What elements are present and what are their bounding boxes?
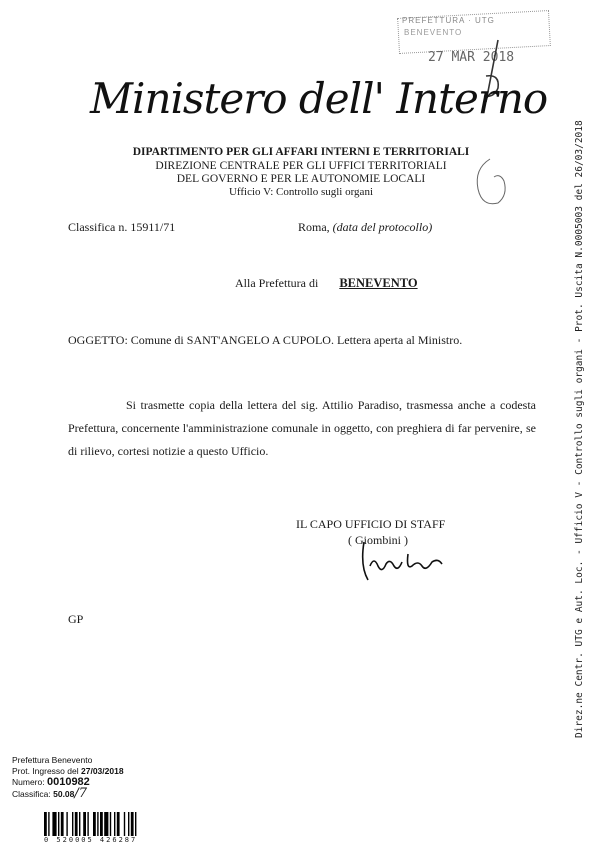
place-name: Roma, xyxy=(298,220,330,234)
receipt-classification xyxy=(12,788,124,800)
receipt-stamp xyxy=(12,755,124,800)
addressee-label: Alla Prefettura di xyxy=(235,276,319,290)
directorate-line-2: DEL GOVERNO E PER LE AUTONOMIE LOCALI xyxy=(176,173,426,185)
subject-line: OGGETTO: Comune di SANT'ANGELO A CUPOLO. Lettera aperta al Ministro. xyxy=(68,333,463,347)
ministry-masthead: Ministero dell' Interno xyxy=(90,74,548,123)
directorate-line-1: DIREZIONE CENTRALE PER GLI UFFICI TERRITORIALI xyxy=(155,160,447,172)
receipt-number xyxy=(12,777,124,788)
barcode-digits: 0 520005 426287 xyxy=(44,836,138,844)
letter-body: Si trasmette copia della lettera del sig. Attilio Paradiso, trasmessa anche a codesta Prefettura, concernente l'amministrazione comunale in oggetto, con preghiera di far pervenire, se di rilievo, cortesi notizie a questo Ufficio. xyxy=(68,398,536,458)
receipt-office: Prefettura Benevento xyxy=(12,755,93,765)
barcode xyxy=(44,812,192,836)
department-heading: DIPARTIMENTO PER GLI AFFARI INTERNI E TERRITORIALI xyxy=(132,146,470,158)
handwritten-signature xyxy=(356,536,446,586)
classification-number: Classifica n. 15911/71 xyxy=(68,220,176,234)
signer-name: ( Giombini ) xyxy=(348,533,408,547)
addressee xyxy=(235,276,418,291)
addressee-city: BENEVENTO xyxy=(339,276,418,290)
margin-protocol-stamp: Direz.ne Centr. UTG e Aut. Loc. - Ufficio V - Controllo sugli organi - Prot. Uscita N.0005003 del 26/03/2018 xyxy=(574,120,585,738)
drafter-initials: GP xyxy=(68,612,84,626)
stamp-line-2: BENEVENTO xyxy=(404,28,463,37)
receipt-classification-label: Classifica: xyxy=(12,789,51,799)
place-date xyxy=(298,220,432,235)
stamp-line-1: PREFETTURA · UTG xyxy=(402,16,495,25)
signer-title: IL CAPO UFFICIO DI STAFF xyxy=(296,517,446,531)
protocol-date-note: (data del protocollo) xyxy=(332,220,433,234)
receipt-classification-value: 50.08 xyxy=(53,789,75,799)
stamp-date: 27 MAR 2018 xyxy=(428,50,515,65)
receipt-classification-handwritten: /7 xyxy=(74,786,88,801)
receipt-number-value: 0010982 xyxy=(46,776,90,788)
office-heading: Ufficio V: Controllo sugli organi xyxy=(228,186,373,198)
handwritten-circle-mark xyxy=(470,155,510,210)
receipt-protocol-label: Prot. Ingresso del xyxy=(12,766,79,776)
receipt-number-label: Numero: xyxy=(12,777,45,787)
receipt-protocol-date: 27/03/2018 xyxy=(81,766,124,776)
